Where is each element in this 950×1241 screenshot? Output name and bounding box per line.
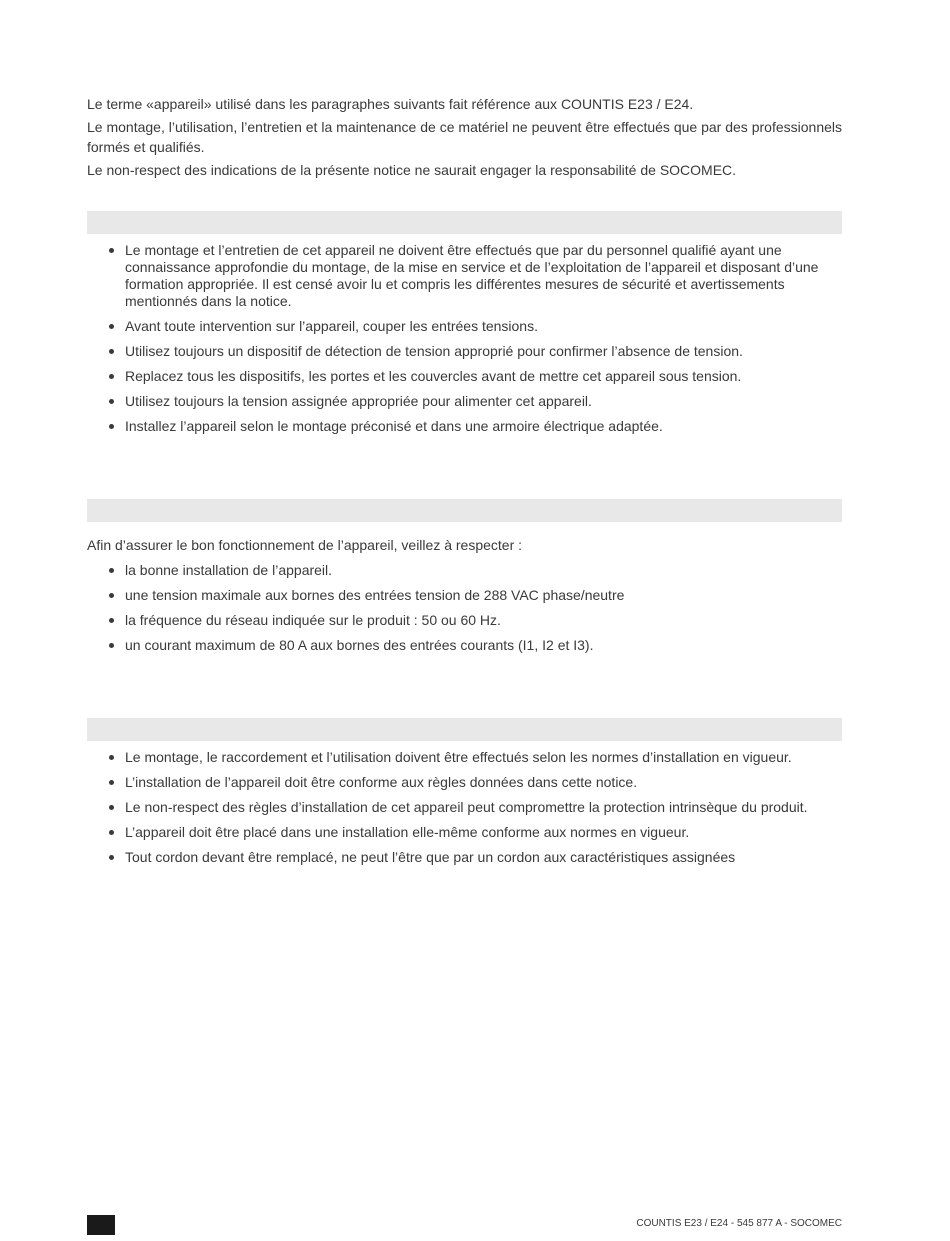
list-item: Replacez tous les dispositifs, les portes et les couvercles avant de mettre cet appareil sous tension.: [87, 368, 842, 385]
bullet-icon: [109, 618, 114, 623]
section-3-list: [87, 749, 842, 874]
intro-block: [87, 94, 842, 183]
bullet-icon: [109, 248, 114, 253]
list-item: la bonne installation de l’appareil.: [87, 562, 842, 579]
section-3-header-band: [87, 718, 842, 741]
list-item: Le montage et l’entretien de cet appareil ne doivent être effectués que par du personnel qualifié ayant une connaissance approfondie du montage, de la mise en service et de l’exploitation de l’appareil et disposant d’une formation appropriée. Il est censé avoir lu et compris les différentes mesures de sécurité et avertissements mentionnés dans la notice.: [87, 242, 842, 310]
list-item: Tout cordon devant être remplacé, ne peut l’être que par un cordon aux caractéristiques assignées: [87, 849, 842, 866]
list-item: L’appareil doit être placé dans une installation elle-même conforme aux normes en vigueur.: [87, 824, 842, 841]
list-item: L’installation de l’appareil doit être conforme aux règles données dans cette notice.: [87, 774, 842, 791]
bullet-icon: [109, 374, 114, 379]
bullet-icon: [109, 805, 114, 810]
bullet-icon: [109, 830, 114, 835]
bullet-icon: [109, 349, 114, 354]
document-page: [87, 0, 842, 1241]
list-item: la fréquence du réseau indiquée sur le produit : 50 ou 60 Hz.: [87, 612, 842, 629]
bullet-icon: [109, 424, 114, 429]
bullet-icon: [109, 593, 114, 598]
list-item: Avant toute intervention sur l’appareil, couper les entrées tensions.: [87, 318, 842, 335]
bullet-icon: [109, 780, 114, 785]
list-item: une tension maximale aux bornes des entrées tension de 288 VAC phase/neutre: [87, 587, 842, 604]
bullet-icon: [109, 399, 114, 404]
section-2-list: [87, 562, 842, 662]
list-item: Installez l’appareil selon le montage préconisé et dans une armoire électrique adaptée.: [87, 418, 842, 435]
section-2-lead: Afin d’assurer le bon fonctionnement de l’appareil, veillez à respecter :: [87, 537, 523, 553]
intro-paragraph-3: Le non-respect des indications de la présente notice ne saurait engager la responsabilité de SOCOMEC.: [87, 162, 737, 178]
list-item: Utilisez toujours un dispositif de détection de tension approprié pour confirmer l’absence de tension.: [87, 343, 842, 360]
bullet-icon: [109, 568, 114, 573]
footer-reference: COUNTIS E23 / E24 - 545 877 A - SOCOMEC: [636, 1218, 842, 1229]
intro-paragraph-2: Le montage, l’utilisation, l’entretien et la maintenance de ce matériel ne peuvent être effectués que par des professionnels formés et qualifiés.: [87, 119, 842, 155]
list-item: Le non-respect des règles d’installation de cet appareil peut compromettre la protection intrinsèque du produit.: [87, 799, 842, 816]
intro-paragraph-1: Le terme «appareil» utilisé dans les paragraphes suivants fait référence aux COUNTIS E23 / E24.: [87, 96, 694, 112]
page-number-block: [87, 1215, 115, 1235]
list-item: Utilisez toujours la tension assignée appropriée pour alimenter cet appareil.: [87, 393, 842, 410]
section-1-header-band: [87, 211, 842, 234]
bullet-icon: [109, 755, 114, 760]
bullet-icon: [109, 855, 114, 860]
list-item: Le montage, le raccordement et l’utilisation doivent être effectués selon les normes d’installation en vigueur.: [87, 749, 842, 766]
section-2-header-band: [87, 499, 842, 522]
bullet-icon: [109, 324, 114, 329]
bullet-icon: [109, 643, 114, 648]
list-item: un courant maximum de 80 A aux bornes des entrées courants (I1, I2 et I3).: [87, 637, 842, 654]
section-1-list: [87, 242, 842, 443]
